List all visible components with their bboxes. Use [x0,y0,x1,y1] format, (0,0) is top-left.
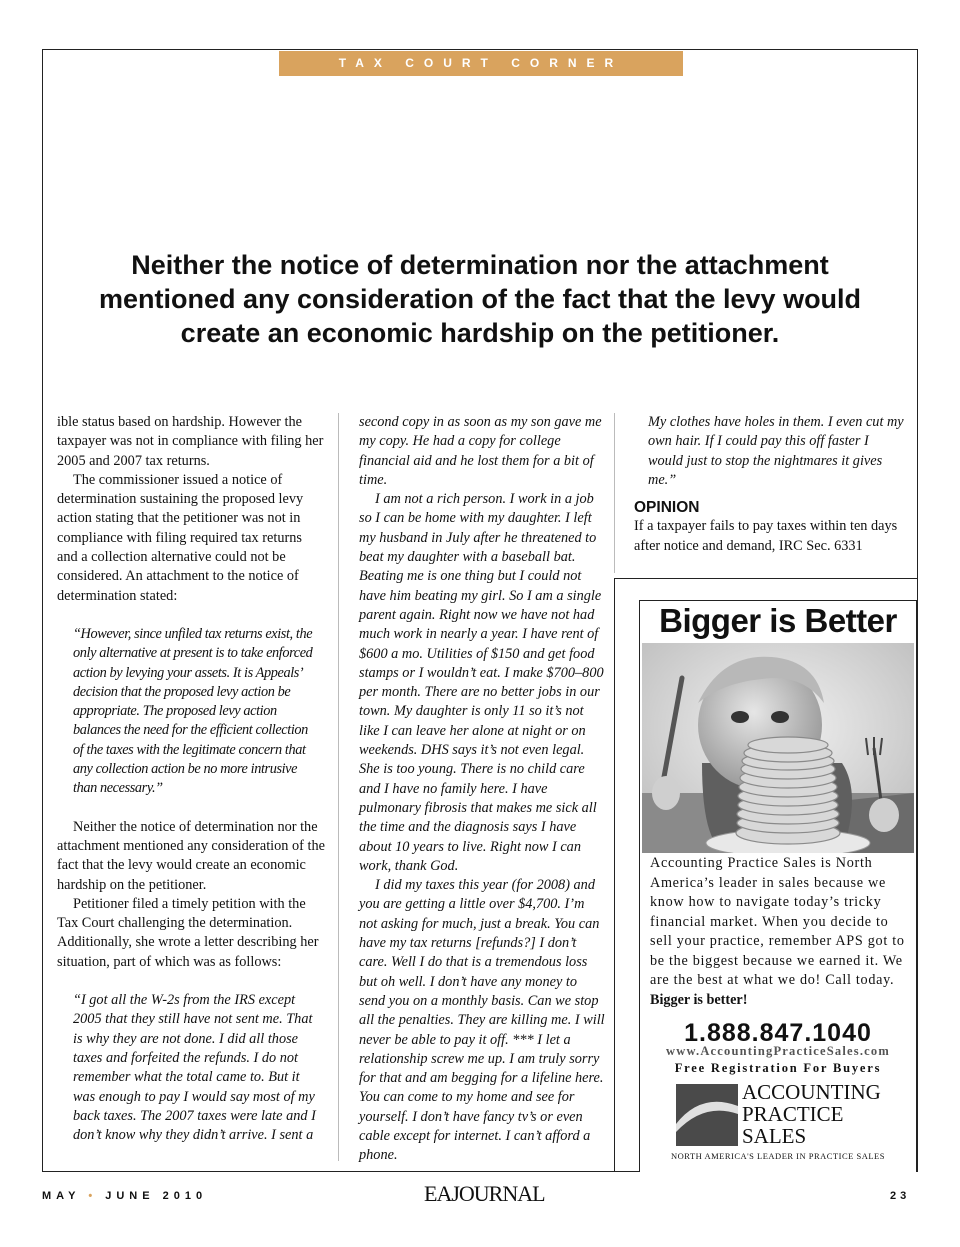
issue-month: MAY [42,1190,81,1202]
paragraph: The commissioner issued a notice of determination sustaining the proposed levy action stating that the petitioner was not in compliance with filing required tax returns and a collection alternative could not be considered. An attachment to the notice of determination stated: [57,471,304,604]
ad-body-text: Accounting Practice Sales is North America’s leader in sales because we know how to navigate today’s tricky financial market. When you decide to sell your practice, remember APS got to be the biggest because we earned it. We are the best at what we do! Call today. [650,855,905,988]
issue-date [42,1190,207,1202]
ad-body [650,854,912,1010]
ad-title: Bigger is Better [659,602,897,639]
aps-logo-icon [676,1084,738,1146]
column-divider [614,413,615,573]
block-quote: My clothes have holes in them. I even cut my own hair. If I could pay this off faster I would just to stop the nightmares it gives me.” [648,414,904,488]
issue-month-year: JUNE 2010 [105,1190,208,1202]
article-column-3 [634,413,906,556]
section-banner [279,51,683,76]
section-heading: OPINION [634,499,700,517]
section-title: TAX COURT CORNER [338,56,624,70]
advertisement[interactable] [639,600,917,1172]
block-quote: “I got all the W-2s from the IRS except 2005 that they still have not sent me. That is why they are not done. I did all those taxes and forfeited the refunds. I do not remember what the total came to. But it was enough to pay I would say most of my back taxes. The 2007 taxes were late and I don’t know why they didn’t arrive. I sent a [73,992,316,1144]
logo-line: SALES [742,1124,807,1148]
block-quote: “However, since unfiled tax returns exist, the only alternative at present is to take enforced action by levying your assets. It is Appeals’ decision that the proposed levy action be appropriate. The proposed levy action balances the need for the efficient collection of the taxes with the legitimate concern that any collection action be no more intrusive than necessary.” [73,625,313,797]
paragraph: I did my taxes this year (for 2008) and you are getting a little over $4,700. I’m not asking for much, just a break. You can have my tax returns [refunds?] I don’t care. Well I do that is a tremendous loss but oh well. I don’t have any money to send you on a monthly basis. Can we stop all the penalties. They are killing me. I will never be able to pay it off. *** I let a relationship screw me up. I am truly sorry for that and am begging for a lifeline here. You can come to my home and see for yourself. I don’t have fancy tv’s or even cable except for internet. I can’t afford a phone. [359,877,605,1164]
pull-quote: Neither the notice of determination nor the attachment mentioned any consideration of the fact that the levy would create an economic hardship on the petitioner. [98,250,862,348]
journal-logo: EAJOURNAL [424,1181,545,1206]
child-with-pancakes-image [642,643,914,853]
paragraph: Petitioner filed a timely petition with the Tax Court challenging the determination. Additionally, she wrote a letter describing her situation, part of which was as follows: [57,895,319,970]
logo-line: ACCOUNTING [742,1080,881,1104]
column-divider [338,413,339,1161]
ad-website-link[interactable]: www.AccountingPracticeSales.com [666,1044,890,1058]
paragraph: Neither the notice of determination nor the attachment mentioned any consideration of the fact that the levy would create an economic hardship on the petitioner. [57,818,325,893]
article-column-1 [57,413,325,1145]
paragraph: second copy in as soon as my son gave me my copy. He had a copy for college financial aid and he lost them for a bit of time. [359,414,602,488]
paragraph: ible status based on hardship. However the taxpayer was not in compliance with filing her 2005 and 2007 tax returns. [57,414,324,469]
logo-line: PRACTICE [742,1102,844,1126]
paragraph: I am not a rich person. I work in a job so I can be home with my daughter. I left my husband in July after he threatened to beat my daughter with a baseball bat. Beating me is one thing but I could not have him beating my girl. So I am a single parent again. Right now we have not had much work in nearly a year. I have rent of $600 a mo. Utilities of $150 and get food stamps or I wouldn’t eat. I make $700–800 per month. There are no better jobs in our town. My daughter is only 11 so it’s not like I can leave her alone at night or on weekends. DHS says it’s not even legal. She is too young. There is no child care and I have no family here. I have pulmonary fibrosis that makes me sick all the time and the diagnosis says I have about 10 years to live. Right now I can work, thank God. [359,491,604,874]
separator-dot: • [88,1190,98,1202]
ad-slogan: Bigger is better! [650,991,748,1008]
aps-logo-text [742,1081,881,1147]
ad-registration-note: Free Registration For Buyers [674,1061,882,1075]
aps-tagline: NORTH AMERICA'S LEADER IN PRACTICE SALES [671,1151,885,1161]
page-number: 23 [890,1190,911,1202]
paragraph: If a taxpayer fails to pay taxes within ten days after notice and demand, IRC Sec. 6331 [634,518,898,554]
article-column-2 [359,413,605,1166]
ad-phone-number[interactable]: 1.888.847.1040 [684,1019,872,1047]
